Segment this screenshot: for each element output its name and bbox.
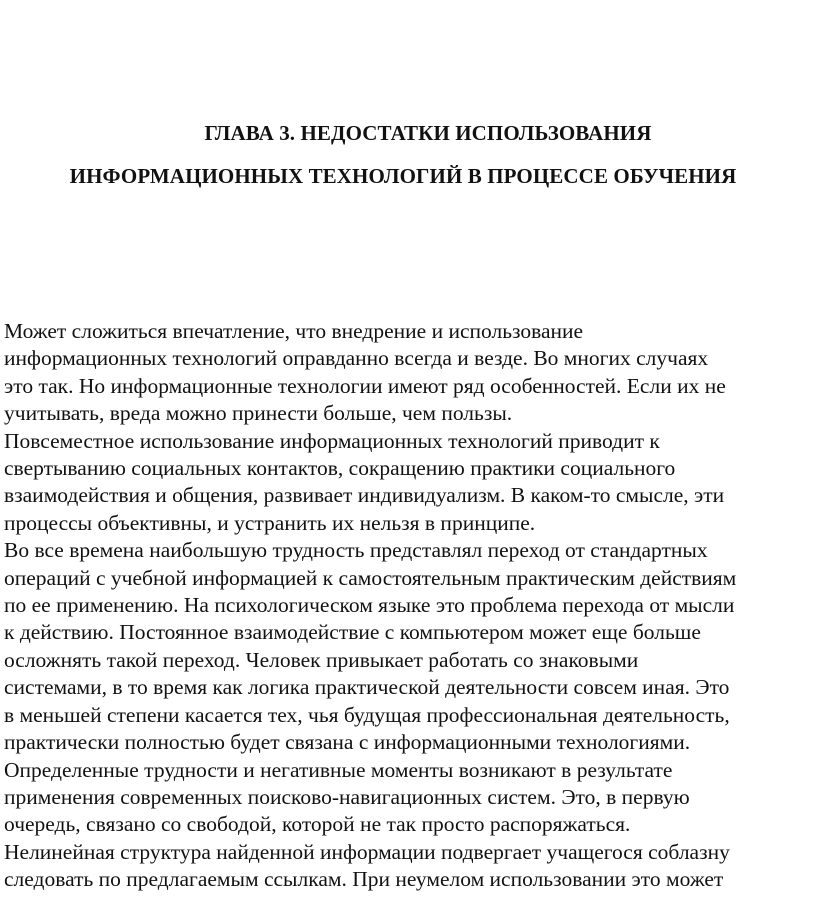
text-line: свертыванию социальных контактов, сокращению практики социального bbox=[4, 456, 676, 481]
text-line: это так. Но информационные технологии имеют ряд особенностей. Если их не bbox=[4, 373, 726, 398]
text-line: к действию. Постоянное взаимодействие с компьютером может еще больше bbox=[4, 620, 701, 645]
text-line: учитывать, вреда можно принести больше, чем пользы. bbox=[4, 401, 513, 426]
chapter-heading bbox=[0, 112, 816, 198]
body-text bbox=[4, 318, 816, 894]
text-line: в меньшей степени касается тех, чья будущая профессиональная деятельность, bbox=[4, 702, 730, 727]
text-line: Определенные трудности и негативные моменты возникают в результате bbox=[4, 757, 673, 782]
text-line: операций с учебной информацией к самостоятельным практическим действиям bbox=[4, 565, 737, 590]
text-line: следовать по предлагаемым ссылкам. При неумелом использовании это может bbox=[4, 867, 724, 892]
text-line: информационных технологий оправданно всегда и везде. Во многих случаях bbox=[4, 346, 709, 371]
text-line: процессы объективны, и устранить их нельзя в принципе. bbox=[4, 510, 536, 535]
text-line: системами, в то время как логика практической деятельности совсем иная. Это bbox=[4, 675, 730, 700]
heading-line-1: ГЛАВА 3. НЕДОСТАТКИ ИСПОЛЬЗОВАНИЯ bbox=[204, 121, 652, 145]
text-line: Может сложиться впечатление, что внедрение и использование bbox=[4, 319, 584, 343]
text-line: по ее применению. На психологическом языке это проблема перехода от мысли bbox=[4, 593, 735, 618]
text-line: Во все времена наибольшую трудность представлял переход от стандартных bbox=[4, 538, 708, 563]
text-line: Повсеместное использование информационных технологий приводит к bbox=[4, 428, 660, 453]
text-line: взаимодействия и общения, развивает индивидуализм. В каком-то смысле, эти bbox=[4, 483, 725, 508]
text-line: Нелинейная структура найденной информации подвергает учащегося соблазну bbox=[4, 839, 730, 864]
heading-line-2: ИНФОРМАЦИОННЫХ ТЕХНОЛОГИЙ В ПРОЦЕССЕ ОБУЧЕНИЯ bbox=[69, 164, 737, 188]
text-line: практически полностью будет связана с информационными технологиями. bbox=[4, 730, 691, 755]
text-line: очередь, связано со свободой, которой не так просто распоряжаться. bbox=[4, 812, 631, 837]
text-line: осложнять такой переход. Человек привыкает работать со знаковыми bbox=[4, 647, 639, 672]
text-line: применения современных поисково-навигационных систем. Это, в первую bbox=[4, 784, 690, 809]
